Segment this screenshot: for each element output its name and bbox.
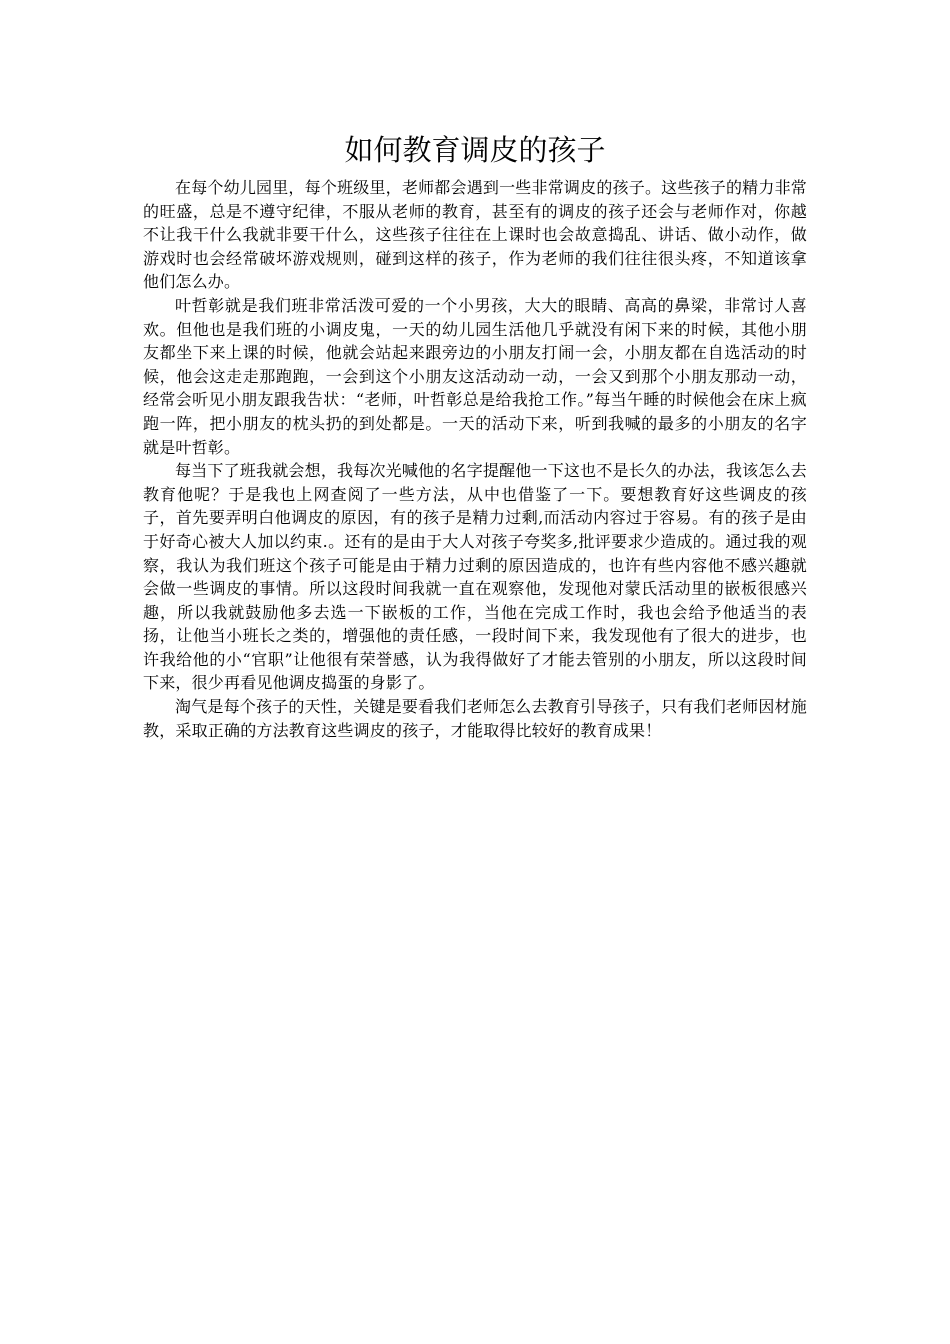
paragraph-4: 淘气是每个孩子的天性，关键是要看我们老师怎么去教育引导孩子，只有我们老师因材施教，采取正确的方法教育这些调皮的孩子，才能取得比较好的教育成果！ bbox=[143, 697, 807, 740]
document-title: 如何教育调皮的孩子 bbox=[344, 133, 606, 167]
document-body bbox=[143, 176, 807, 742]
paragraph-1: 在每个幼儿园里，每个班级里，老师都会遇到一些非常调皮的孩子。这些孩子的精力非常的旺盛，总是不遵守纪律，不服从老师的教育，甚至有的调皮的孩子还会与老师作对，你越不让我干什么我就非要干什么，这些孩子往往在上课时也会故意捣乱、讲话、做小动作，做游戏时也会经常破坏游戏规则，碰到这样的孩子，作为老师的我们往往很头疼，不知道该拿他们怎么办。 bbox=[143, 178, 807, 292]
paragraph-2: 叶哲彰就是我们班非常活泼可爱的一个小男孩，大大的眼睛、高高的鼻梁，非常讨人喜欢。但他也是我们班的小调皮鬼，一天的幼儿园生活他几乎就没有闲下来的时候，其他小朋友都坐下来上课的时候，他就会站起来跟旁边的小朋友打闹一会，小朋友都在自选活动的时候，他会这走走那跑跑，一会到这个小朋友这活动动一动，一会又到那个小朋友那动一动，经常会听见小朋友跟我告状：“老师，叶哲彰总是给我抢工作。”每当午睡的时候他会在床上疯跑一阵，把小朋友的枕头扔的到处都是。一天的活动下来，听到我喊的最多的小朋友的名字就是叶哲彰。 bbox=[143, 295, 807, 457]
paragraph-3: 每当下了班我就会想，我每次光喊他的名字提醒他一下这也不是长久的办法，我该怎么去教育他呢？于是我也上网查阅了一些方法，从中也借鉴了一下。要想教育好这些调皮的孩子，首先要弄明白他调皮的原因，有的孩子是精力过剩,而活动内容过于容易。有的孩子是由于好奇心被大人加以约束.。还有的是由于大人对孩子夸奖多,批评要求少造成的。通过我的观察，我认为我们班这个孩子可能是由于精力过剩的原因造成的，也许有些内容他不感兴趣就会做一些调皮的事情。所以这段时间我就一直在观察他，发现他对蒙氏活动里的嵌板很感兴趣，所以我就鼓励他多去选一下嵌板的工作，当他在完成工作时，我也会给予他适当的表扬，让他当小班长之类的，增强他的责任感，一段时间下来，我发现他有了很大的进步，也许我给他的小“官职”让他很有荣誉感，认为我得做好了才能去管别的小朋友，所以这段时间下来，很少再看见他调皮捣蛋的身影了。 bbox=[143, 461, 807, 693]
